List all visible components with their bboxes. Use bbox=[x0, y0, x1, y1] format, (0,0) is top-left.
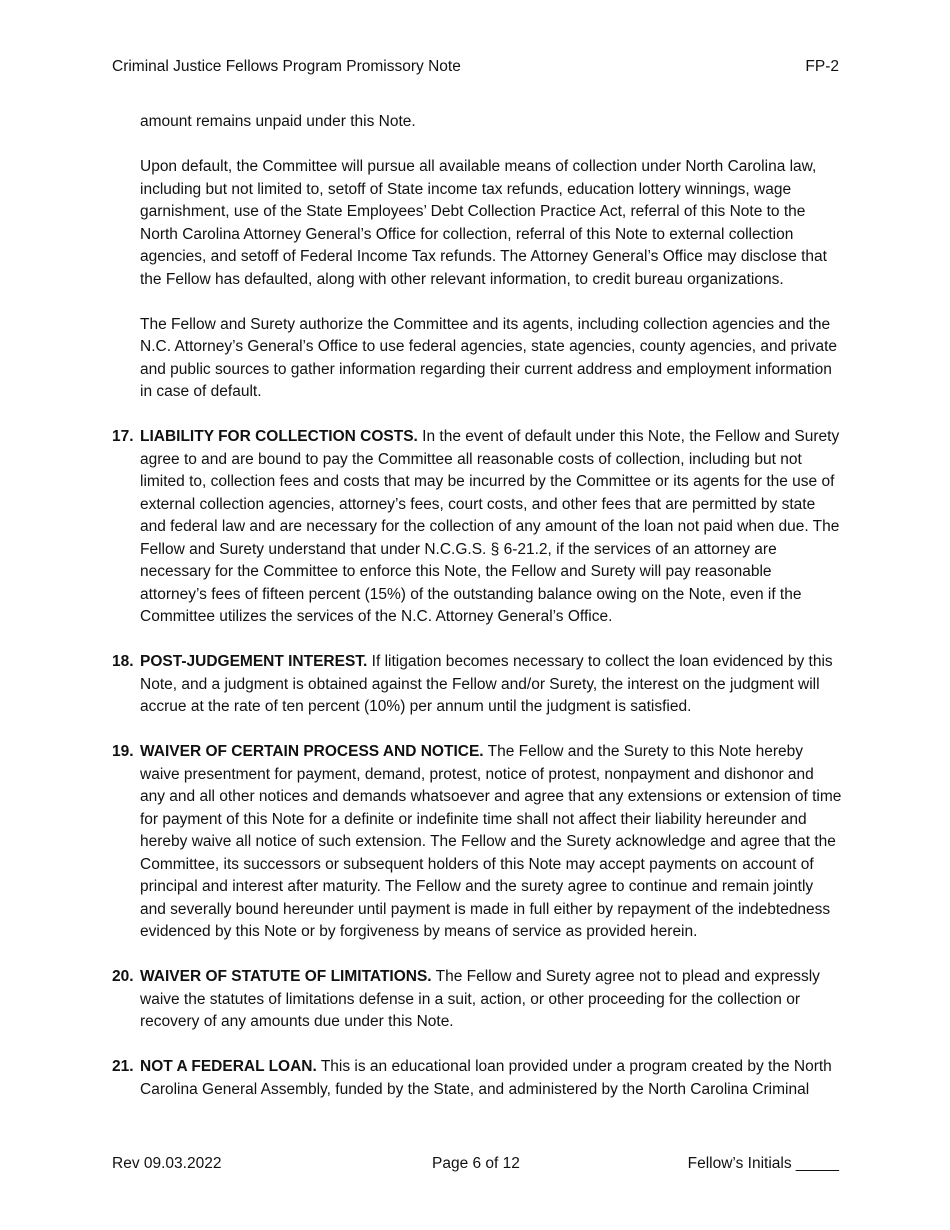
paragraph-authorization: The Fellow and Surety authorize the Committee and its agents, including collection agencies and the N.C. Attorney’s General’s Office to use federal agencies, state agencies, county agencies, and private and public sources to gather information regarding their current address and employment information in case of default. bbox=[140, 315, 838, 400]
section-heading: WAIVER OF CERTAIN PROCESS AND NOTICE. bbox=[140, 743, 484, 760]
fellow-initials-field: Fellow’s Initials _____ bbox=[687, 1155, 839, 1172]
section-text: The Fellow and the Surety to this Note hereby waive presentment for payment, demand, protest, notice of protest, nonpayment and dishonor and any and all other notices and demands whatsoever and agree that any extensions or extension of time for payment of this Note for a definite or indefinite time shall not affect their liability hereunder and hereby waive all notice of such extension. The Fellow and the Surety acknowledge and agree that the Committee, its successors or subsequent holders of this Note may accept payments on account of principal and interest after maturity. The Fellow and the surety agree to continue and remain jointly and severally bound hereunder until payment is made in full either by repayment of the indebtedness evidenced by this Note or by forgiveness by means of service as provided herein. bbox=[140, 743, 842, 940]
form-code: FP-2 bbox=[805, 58, 839, 75]
paragraph-default-collection: Upon default, the Committee will pursue all available means of collection under North Carolina law, including but not limited to, setoff of State income tax refunds, education lottery winnings, wage garnishment, use of the State Employees’ Debt Collection Practice Act, referral of this Note to the North Carolina Attorney General’s Office for collection, referral of this Note to external collection agencies, and setoff of Federal Income Tax refunds. The Attorney General’s Office may disclose that the Fellow has defaulted, along with other relevant information, to credit bureau organizations. bbox=[140, 158, 827, 288]
section-text: In the event of default under this Note, the Fellow and Surety agree to and are bound to pay the Committee all reasonable costs of collection, including but not limited to, collection fees and costs that may be incurred by the Committee or its agents for the use of external collection agencies, attorney’s fees, court costs, and other fees that are permitted by state and federal law and are necessary for the collection of any amount of the loan not paid when due. The Fellow and Surety understand that under N.C.G.S. § 6-21.2, if the services of an attorney are necessary for the Committee to enforce this Note, the Fellow and Surety will pay reasonable attorney’s fees of fifteen percent (15%) of the outstanding balance owing on the Note, even if the Committee utilizes the services of the N.C. Attorney General’s Office. bbox=[140, 428, 840, 625]
paragraph-continuation: amount remains unpaid under this Note. bbox=[140, 113, 416, 130]
section-heading: WAIVER OF STATUTE OF LIMITATIONS. bbox=[140, 968, 432, 985]
page-footer bbox=[112, 1154, 839, 1174]
section-heading: NOT A FEDERAL LOAN. bbox=[140, 1058, 317, 1075]
section-body bbox=[140, 651, 842, 719]
section-19 bbox=[112, 741, 842, 944]
section-21 bbox=[112, 1056, 842, 1101]
section-body bbox=[140, 741, 842, 944]
revision-date: Rev 09.03.2022 bbox=[112, 1155, 222, 1172]
page-header bbox=[112, 57, 839, 77]
section-number: 18. bbox=[112, 653, 134, 670]
section-body bbox=[140, 966, 842, 1034]
section-17 bbox=[112, 426, 842, 629]
section-body bbox=[140, 1056, 842, 1101]
document-title: Criminal Justice Fellows Program Promissory Note bbox=[112, 58, 461, 75]
section-number: 17. bbox=[112, 428, 134, 445]
section-number: 20. bbox=[112, 968, 134, 985]
section-number: 19. bbox=[112, 743, 134, 760]
section-text: This is an educational loan provided under a program created by the North Carolina General Assembly, funded by the State, and administered by the North Carolina Criminal bbox=[140, 1058, 832, 1098]
section-body bbox=[140, 426, 842, 629]
page-number: Page 6 of 12 bbox=[432, 1155, 520, 1172]
section-18 bbox=[112, 651, 842, 719]
section-20 bbox=[112, 966, 842, 1034]
document-body bbox=[112, 111, 842, 1124]
section-text: If litigation becomes necessary to collect the loan evidenced by this Note, and a judgment is obtained against the Fellow and/or Surety, the interest on the judgment will accrue at the rate of ten percent (10%) per annum until the judgment is satisfied. bbox=[140, 653, 833, 715]
section-heading: POST-JUDGEMENT INTEREST. bbox=[140, 653, 368, 670]
section-heading: LIABILITY FOR COLLECTION COSTS. bbox=[140, 428, 418, 445]
section-text: The Fellow and Surety agree not to plead and expressly waive the statutes of limitations defense in a suit, action, or other proceeding for the collection or recovery of any amounts due under this Note. bbox=[140, 968, 820, 1030]
section-number: 21. bbox=[112, 1058, 134, 1075]
